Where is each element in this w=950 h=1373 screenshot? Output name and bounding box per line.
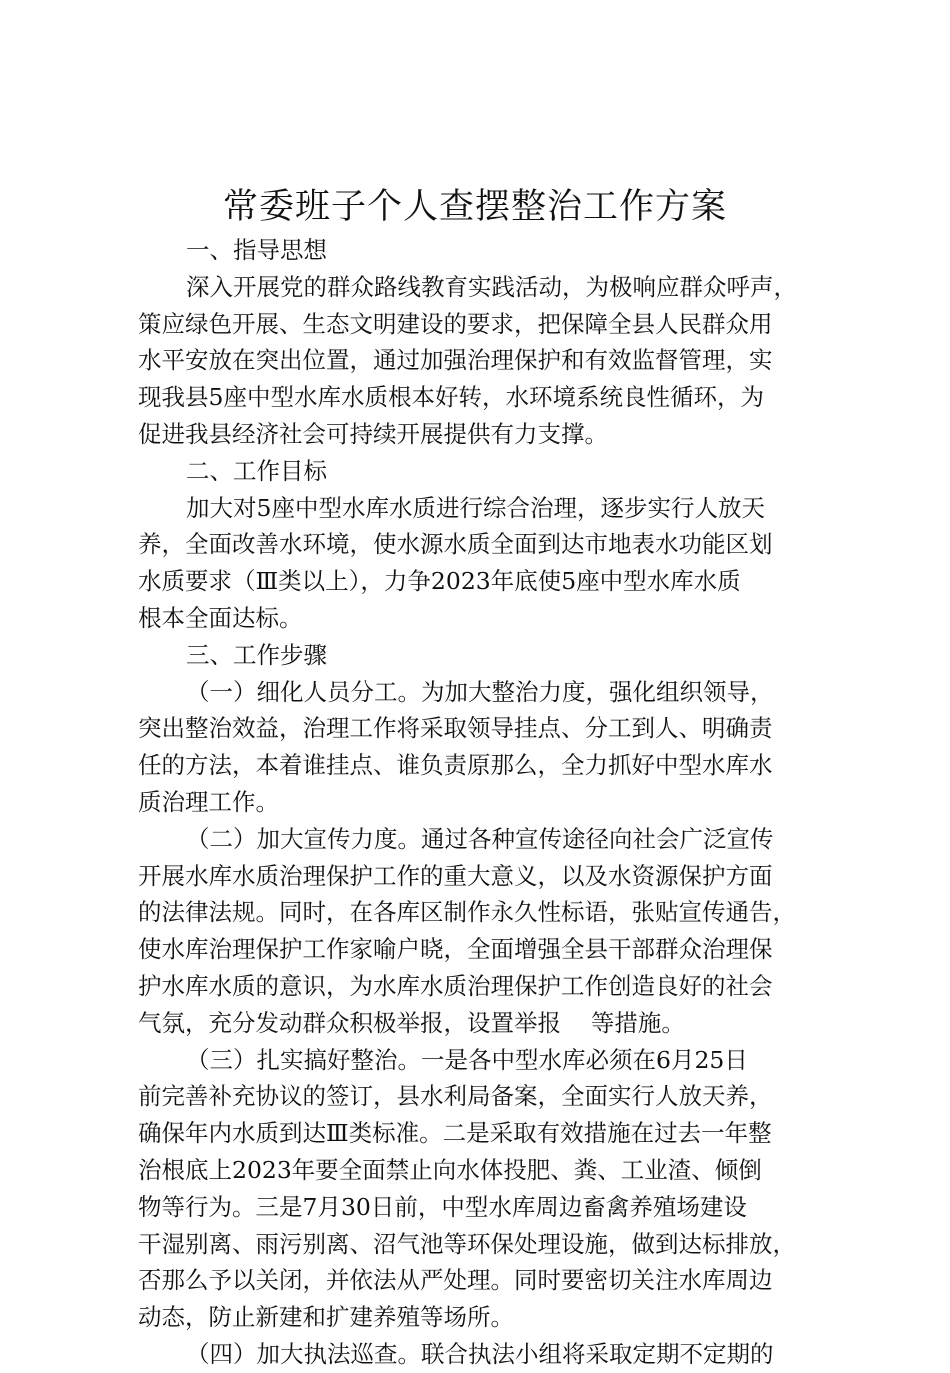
paragraph-line: 深入开展党的群众路线教育实践活动，为极响应群众呼声， <box>186 272 797 301</box>
paragraph-line: 水质要求（Ⅲ类以上），力争2023年底使5座中型水库水质 <box>138 567 741 596</box>
paragraph-line: 养，全面改善水环境，使水源水质全面到达市地表水功能区划 <box>138 530 773 559</box>
paragraph-line: （三）扎实搞好整治。一是各中型水库必须在6月25日 <box>186 1045 748 1074</box>
paragraph-line: 加大对5座中型水库水质进行综合治理，逐步实行人放天 <box>186 493 765 522</box>
document-title: 常委班子个人查摆整治工作方案 <box>222 187 727 227</box>
paragraph-line: 开展水库水质治理保护工作的重大意义，以及水资源保护方面 <box>138 861 773 890</box>
document-body <box>138 232 838 1373</box>
paragraph-line: 突出整治效益，治理工作将采取领导挂点、分工到人、明确责 <box>138 714 773 743</box>
paragraph-line: 动态，防止新建和扩建养殖等场所。 <box>138 1303 514 1332</box>
paragraph-line: 干湿别离、雨污别离、沼气池等环保处理设施，做到达标排放， <box>138 1229 796 1258</box>
paragraph-line: 使水库治理保护工作家喻户晓，全面增强全县干部群众治理保 <box>138 935 773 964</box>
paragraph-line: 任的方法，本着谁挂点、谁负责原那么，全力抓好中型水库水 <box>138 751 773 780</box>
section-heading: 二、工作目标 <box>186 456 327 485</box>
paragraph-line: 否那么予以关闭，并依法从严处理。同时要密切关注水库周边 <box>138 1266 773 1295</box>
section-heading: 一、指导思想 <box>186 236 327 264</box>
paragraph-line: 确保年内水质到达Ⅲ类标准。二是采取有效措施在过去一年整 <box>138 1119 772 1148</box>
paragraph-line: 水平安放在突出位置，通过加强治理保护和有效监督管理，实 <box>138 346 773 375</box>
paragraph-line: （一）细化人员分工。为加大整治力度，强化组织领导， <box>186 677 774 706</box>
paragraph-line: 治根底上2023年要全面禁止向水体投肥、粪、工业渣、倾倒 <box>138 1155 762 1184</box>
paragraph-line: 质治理工作。 <box>138 787 279 816</box>
paragraph-line: 护水库水质的意识，为水库水质治理保护工作创造良好的社会 <box>138 971 773 1000</box>
paragraph-line: 促进我县经济社会可持续开展提供有力支撑。 <box>138 419 608 448</box>
paragraph-line: （二）加大宣传力度。通过各种宣传途径向社会广泛宣传 <box>186 824 774 853</box>
paragraph-line: 的法律法规。同时，在各库区制作永久性标语，张贴宣传通告， <box>138 898 796 927</box>
paragraph-line: 现我县5座中型水库水质根本好转，水环境系统良性循环，为 <box>138 383 764 412</box>
paragraph-line: 根本全面达标。 <box>138 603 303 632</box>
paragraph-line: 物等行为。三是7月30日前，中型水库周边畜禽养殖场建设 <box>138 1192 747 1221</box>
paragraph-line: 前完善补充协议的签订，县水利局备案，全面实行人放天养， <box>138 1082 773 1111</box>
section-heading: 三、工作步骤 <box>186 640 327 669</box>
paragraph-line: 策应绿色开展、生态文明建设的要求，把保障全县人民群众用 <box>138 309 773 338</box>
paragraph-line: 气氛，充分发动群众积极举报，设置举报 等措施。 <box>138 1008 685 1037</box>
paragraph-line: （四）加大执法巡查。联合执法小组将采取定期不定期的 <box>186 1339 774 1368</box>
